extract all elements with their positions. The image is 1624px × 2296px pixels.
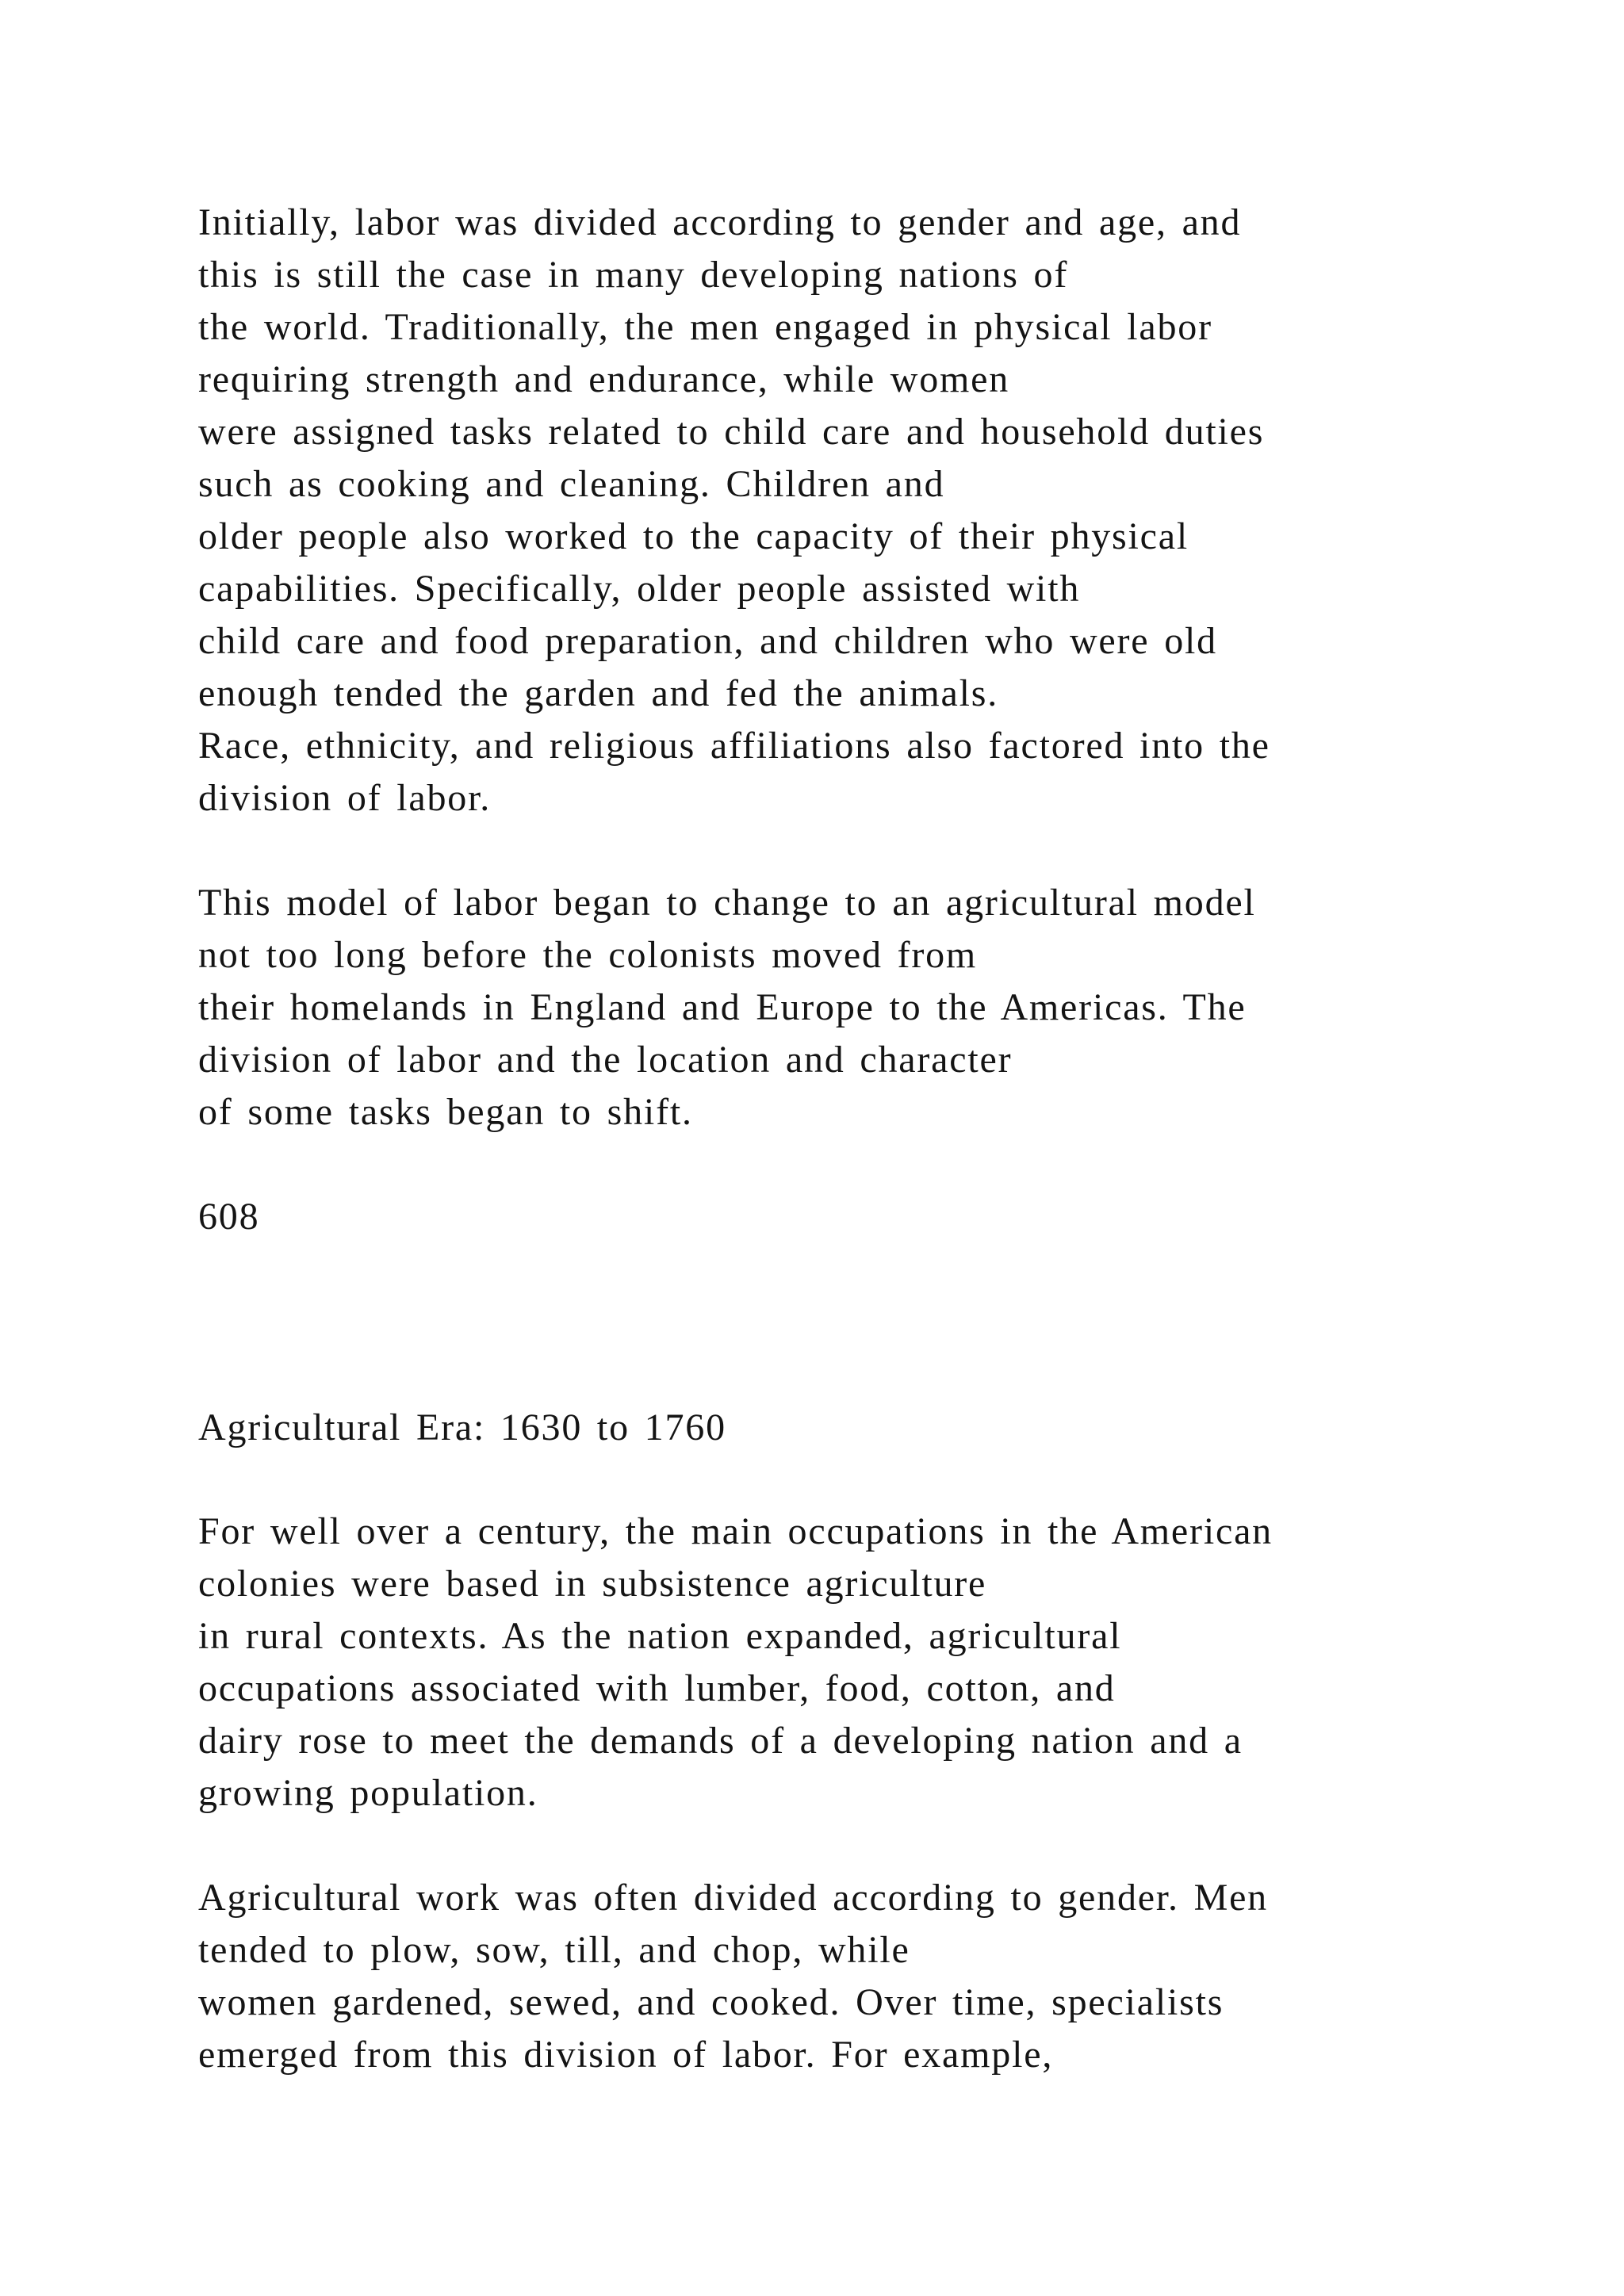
paragraph-2-line-2: not too long before the colonists moved from [198, 934, 978, 976]
paragraph-1-line-5: were assigned tasks related to child care and household duties [198, 411, 1265, 453]
paragraph-2-line-4: division of labor and the location and character [198, 1039, 1013, 1081]
paragraph-1-line-11: Race, ethnicity, and religious affiliations also factored into the [198, 725, 1270, 767]
paragraph-2-line-5: of some tasks began to shift. [198, 1091, 693, 1133]
paragraph-3-line-1: For well over a century, the main occupations in the American [198, 1510, 1273, 1552]
paragraph-1-line-6: such as cooking and cleaning. Children and [198, 463, 945, 505]
page-number: 608 [198, 1196, 260, 1238]
paragraph-3-line-2: colonies were based in subsistence agriculture [198, 1563, 987, 1605]
paragraph-1-line-2: this is still the case in many developing nations of [198, 254, 1069, 296]
paragraph-1-line-1: Initially, labor was divided according to gender and age, and [198, 201, 1242, 243]
paragraph-3-line-6: growing population. [198, 1772, 538, 1814]
paragraph-1-line-4: requiring strength and endurance, while women [198, 358, 1010, 400]
paragraph-4-line-2: tended to plow, sow, till, and chop, while [198, 1929, 910, 1971]
paragraph-1-line-3: the world. Traditionally, the men engaged in physical labor [198, 306, 1212, 348]
paragraph-1-line-12: division of labor. [198, 777, 492, 819]
paragraph-3-line-4: occupations associated with lumber, food, cotton, and [198, 1667, 1116, 1709]
paragraph-1-line-8: capabilities. Specifically, older people assisted with [198, 568, 1081, 610]
paragraph-1-line-9: child care and food preparation, and children who were old [198, 620, 1217, 662]
paragraph-2-line-1: This model of labor began to change to an agricultural model [198, 882, 1256, 924]
paragraph-2-line-3: their homelands in England and Europe to the Americas. The [198, 986, 1247, 1028]
paragraph-1-line-10: enough tended the garden and fed the animals. [198, 672, 999, 714]
section-heading: Agricultural Era: 1630 to 1760 [198, 1406, 726, 1448]
paragraph-3-line-5: dairy rose to meet the demands of a developing nation and a [198, 1720, 1243, 1762]
paragraph-4-line-3: women gardened, sewed, and cooked. Over time, specialists [198, 1981, 1224, 2023]
paragraph-4-line-4: emerged from this division of labor. For example, [198, 2034, 1054, 2076]
paragraph-1-line-7: older people also worked to the capacity of their physical [198, 515, 1189, 557]
paragraph-3-line-3: in rural contexts. As the nation expanded, agricultural [198, 1615, 1122, 1657]
paragraph-4-line-1: Agricultural work was often divided according to gender. Men [198, 1877, 1268, 1919]
